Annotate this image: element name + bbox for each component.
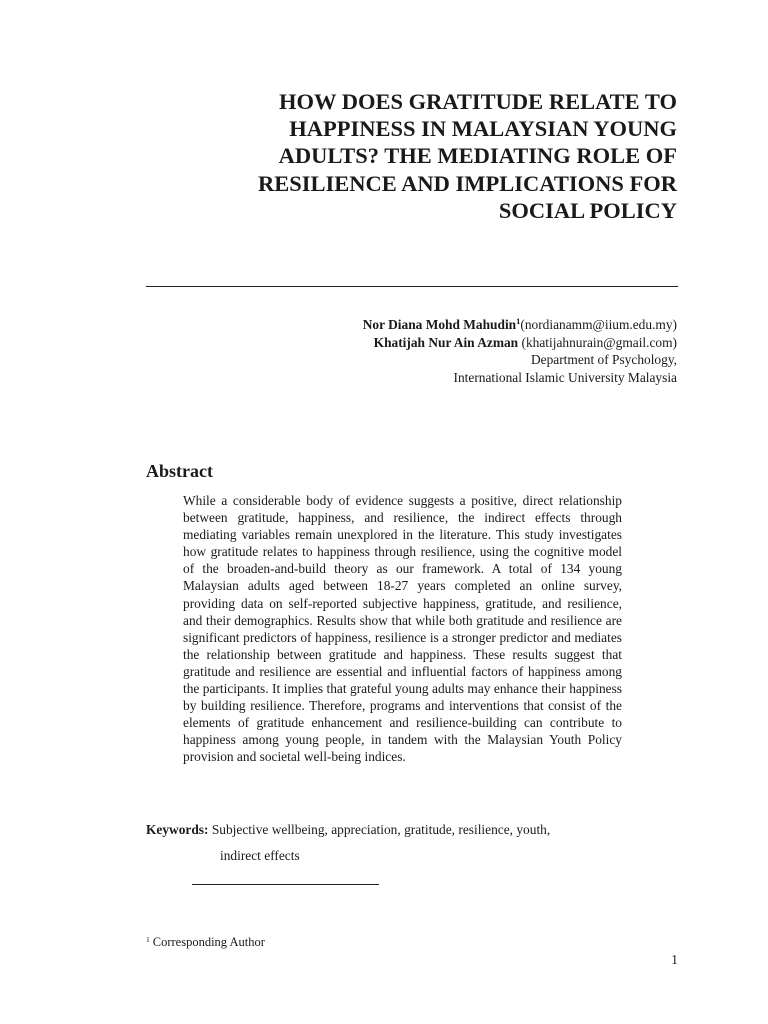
page-number: 1	[671, 952, 678, 967]
title-line: SOCIAL POLICY	[498, 197, 677, 223]
author-line-2	[300, 334, 677, 352]
affiliation-department: Department of Psychology,	[530, 352, 677, 367]
author-email[interactable]: (nordianamm@iium.edu.my)	[520, 317, 677, 332]
affiliation-university: International Islamic University Malaysia	[453, 369, 677, 385]
title-divider	[146, 286, 678, 287]
keywords-text: Subjective wellbeing, appreciation, gratitude, resilience, youth,	[208, 822, 551, 837]
title-line: HAPPINESS IN MALAYSIAN YOUNG	[289, 116, 677, 142]
abstract-text: While a considerable body of evidence suggests a positive, direct relationship between gratitude, happiness, and resilience, the indirect effects through mediating variables remain unexplored in the literature. This study investigates how gratitude relates to happiness through resilience, using the cognitive model of the broaden-and-build theory as our framework. A total of 134 young Malaysian adults aged between 18-27 years completed an online survey, providing data on self-reported subjective happiness, gratitude, and resilience, and their demographics. Results show that while both gratitude and resilience are significant predictors of happiness, resilience is a stronger predictor and mediates the relationship between gratitude and happiness. These results suggest that gratitude and resilience are essential and influential factors of happiness among the participants. It implies that grateful young adults may enhance their happiness by building resilience. Therefore, programs and interventions that consist of the elements of gratitude enhancement and resilience-building can contribute to happiness among young people, in tandem with the Malaysian Youth Policy provision and societal well-being indices.	[183, 493, 622, 765]
keywords-continuation: indirect effects	[220, 848, 300, 863]
footnote-marker: 1	[146, 935, 150, 944]
keywords-line	[146, 821, 678, 838]
title-line: HOW DOES GRATITUDE RELATE TO	[278, 89, 677, 114]
author-line-1	[300, 316, 677, 334]
title-line: RESILIENCE AND IMPLICATIONS FOR	[257, 170, 677, 196]
corresponding-marker: 1	[516, 316, 521, 326]
author-name: Nor Diana Mohd Mahudin	[362, 317, 517, 332]
footnote-text: Corresponding Author	[152, 935, 265, 949]
paper-title	[150, 88, 677, 224]
title-line: ADULTS? THE MEDIATING ROLE OF	[278, 143, 677, 169]
footnote	[146, 934, 265, 950]
abstract-heading: Abstract	[146, 461, 213, 481]
keywords-label: Keywords:	[146, 822, 209, 837]
author-email[interactable]: (khatijahnurain@gmail.com)	[521, 334, 677, 350]
author-block	[300, 316, 677, 386]
author-name: Khatijah Nur Ain Azman	[373, 334, 519, 350]
footnote-divider	[192, 884, 379, 885]
